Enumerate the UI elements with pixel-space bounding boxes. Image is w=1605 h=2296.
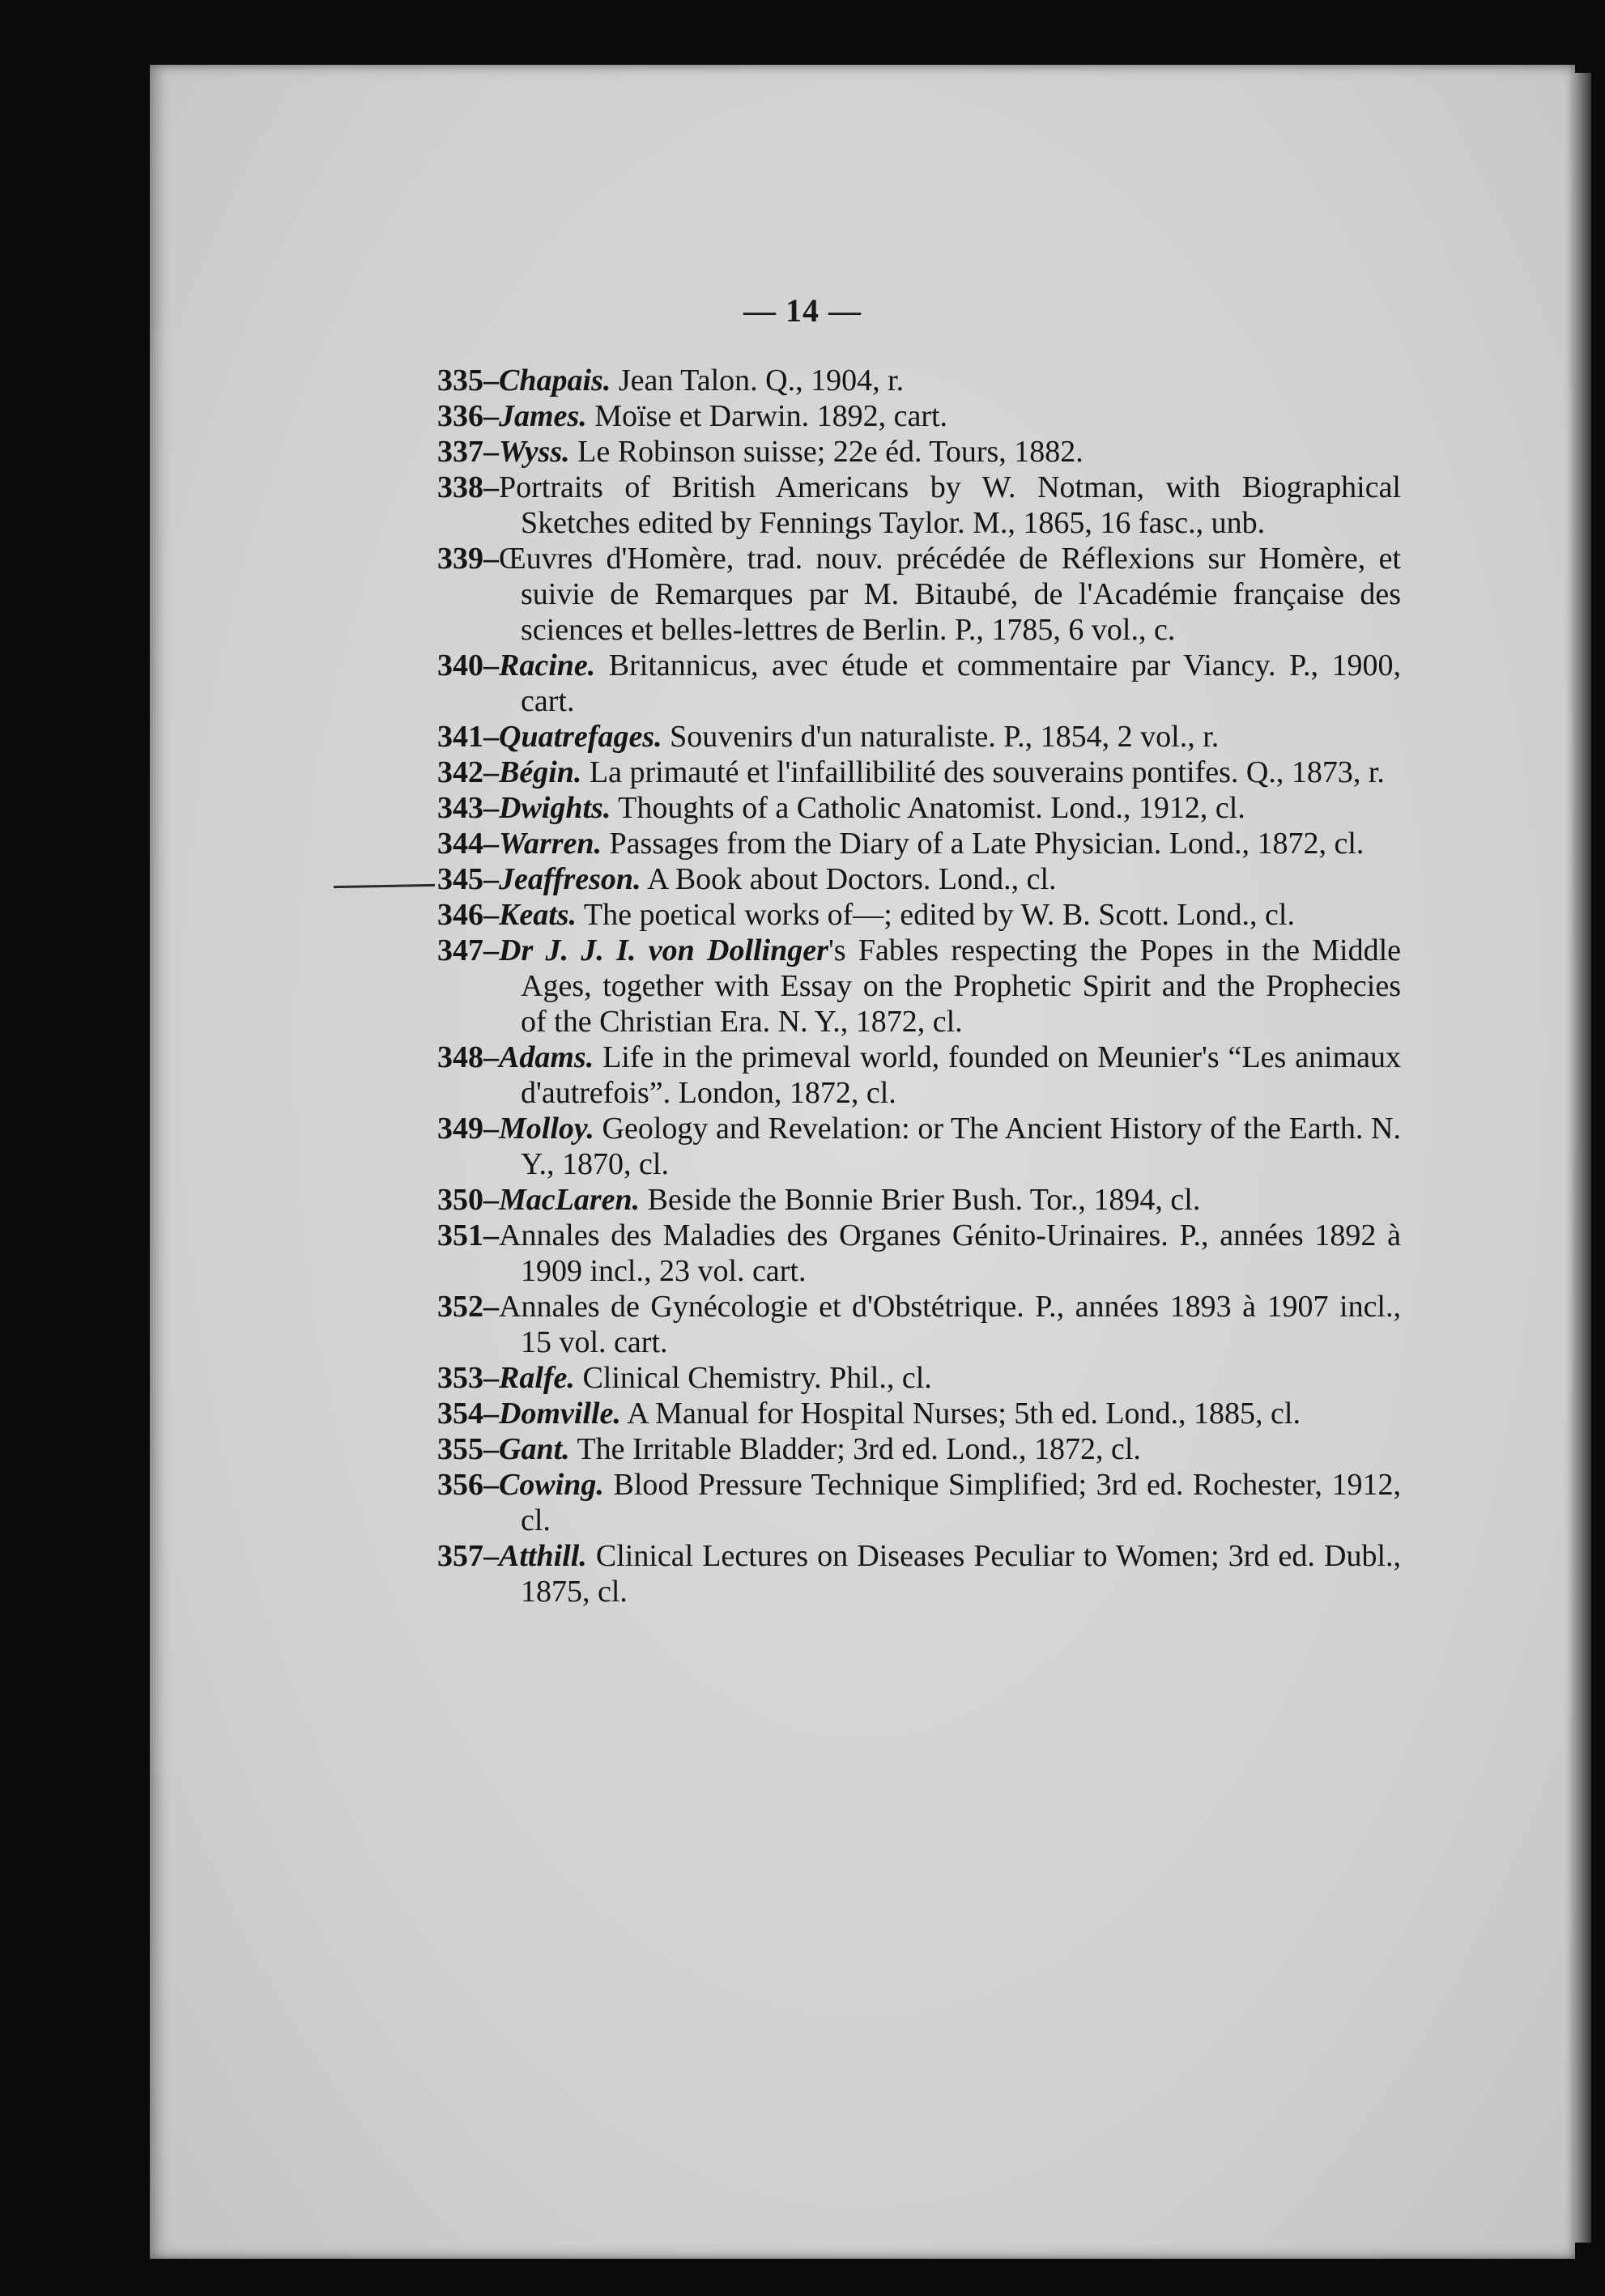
catalogue-entry: 351–Annales des Maladies des Organes Génito-Urinaires. P., années 1892 à 1909 incl., 23 vol. cart. — [437, 1218, 1401, 1288]
catalogue-entry: 348–Adams. Life in the primeval world, founded on Meunier's “Les animaux d'autrefois”. London, 1872, cl. — [437, 1040, 1401, 1110]
catalogue-entries — [437, 363, 1401, 1609]
catalogue-entry: 354–Domville. A Manual for Hospital Nurses; 5th ed. Lond., 1885, cl. — [437, 1397, 1301, 1431]
catalogue-entry: 352–Annales de Gynécologie et d'Obstétrique. P., années 1893 à 1907 incl., 15 vol. cart. — [437, 1290, 1401, 1359]
catalogue-entry: 339–Œuvres d'Homère, trad. nouv. précédée de Réflexions sur Homère, et suivie de Remarques par M. Bitaubé, de l'Académie française des sciences et belles-lettres de Berlin. P., 1785, 6 vol., c. — [437, 542, 1401, 647]
catalogue-entry: 337–Wyss. Le Robinson suisse; 22e éd. Tours, 1882. — [437, 435, 1083, 469]
catalogue-entry: 341–Quatrefages. Souvenirs d'un naturaliste. P., 1854, 2 vol., r. — [437, 720, 1220, 754]
catalogue-entry: 345–Jeaffreson. A Book about Doctors. Lond., cl. — [437, 862, 1057, 896]
page-edge — [1575, 73, 1591, 2243]
catalogue-entry: 353–Ralfe. Clinical Chemistry. Phil., cl. — [437, 1361, 932, 1395]
catalogue-entry: 335–Chapais. Jean Talon. Q., 1904, r. — [437, 364, 905, 398]
catalogue-entry: 343–Dwights. Thoughts of a Catholic Anatomist. Lond., 1912, cl. — [437, 791, 1245, 825]
catalogue-entry: 357–Atthill. Clinical Lectures on Diseases Peculiar to Women; 3rd ed. Dubl., 1875, cl. — [437, 1539, 1401, 1609]
catalogue-entry: 356–Cowing. Blood Pressure Technique Simplified; 3rd ed. Rochester, 1912, cl. — [437, 1468, 1401, 1537]
catalogue-entry: 355–Gant. The Irritable Bladder; 3rd ed. Lond., 1872, cl. — [437, 1432, 1141, 1466]
catalogue-entry: 349–Molloy. Geology and Revelation: or The Ancient History of the Earth. N. Y., 1870, cl. — [437, 1112, 1401, 1181]
catalogue-entry: 340–Racine. Britannicus, avec étude et commentaire par Viancy. P., 1900, cart. — [437, 648, 1401, 718]
catalogue-entry: 350–MacLaren. Beside the Bonnie Brier Bush. Tor., 1894, cl. — [437, 1183, 1201, 1217]
page-number: — 14 — — [743, 292, 862, 329]
catalogue-entry: 344–Warren. Passages from the Diary of a Late Physician. Lond., 1872, cl. — [437, 827, 1364, 861]
catalogue-entry: 338–Portraits of British Americans by W. Notman, with Biographical Sketches edited by Fennings Taylor. M., 1865, 16 fasc., unb. — [437, 470, 1401, 540]
catalogue-entry: 336–James. Moïse et Darwin. 1892, cart. — [437, 399, 948, 433]
catalogue-entry: 342–Bégin. La primauté et l'infaillibilité des souverains pontifes. Q., 1873, r. — [437, 755, 1385, 789]
catalogue-entry: 346–Keats. The poetical works of—; edited by W. B. Scott. Lond., cl. — [437, 898, 1295, 932]
catalogue-entry: 347–Dr J. J. I. von Dollinger's Fables respecting the Popes in the Middle Ages, together with Essay on the Prophetic Spirit and the Prophecies of the Christian Era. N. Y., 1872, cl. — [437, 933, 1402, 1039]
